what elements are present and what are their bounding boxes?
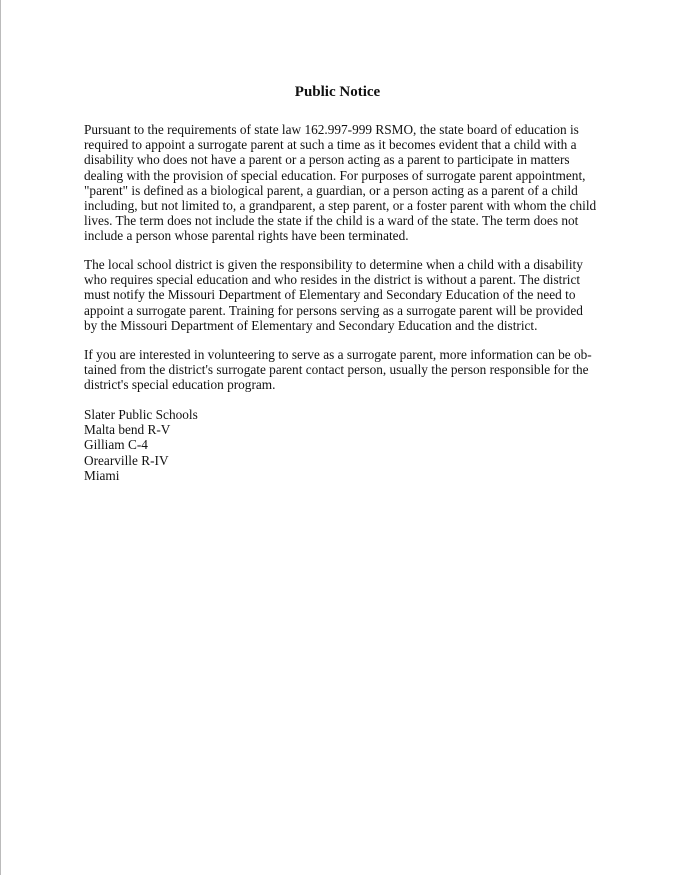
notice-title: Public Notice (294, 84, 381, 100)
paragraph-district-responsibility (84, 257, 583, 333)
text-line: tained from the district's surrogate parent contact person, usually the person responsible for the (84, 362, 589, 378)
district-item: Slater Public Schools (84, 407, 198, 422)
district-item: Malta bend R-V (84, 422, 171, 438)
text-line: If you are interested in volunteering to serve as a surrogate parent, more information can be ob- (84, 347, 592, 362)
text-line: including, but not limited to, a grandparent, a step parent, or a foster parent with whom the child (84, 197, 597, 213)
text-line: appoint a surrogate parent. Training for persons serving as a surrogate parent will be provided (84, 302, 583, 318)
district-item: Gilliam C-4 (84, 437, 148, 453)
text-line: district's special education program. (84, 377, 276, 393)
paragraph-volunteer-info (84, 347, 592, 393)
page-edge (0, 0, 1, 875)
text-line: who requires special education and who resides in the district is without a parent. The district (84, 272, 581, 288)
text-line: The local school district is given the responsibility to determine when a child with a disability (84, 257, 583, 272)
district-item: Orearville R-IV (84, 452, 169, 468)
paragraph-surrogate-law (84, 122, 596, 244)
text-line: required to appoint a surrogate parent at such a time as it becomes evident that a child with a (84, 137, 577, 153)
district-item: Miami (84, 467, 120, 483)
text-line: include a person whose parental rights have been terminated. (84, 228, 409, 244)
text-line: "parent" is defined as a biological parent, a guardian, or a person acting as a parent of a child (84, 182, 578, 198)
district-list (84, 407, 198, 483)
text-line: Pursuant to the requirements of state law 162.997-999 RSMO, the state board of education is (84, 122, 579, 137)
text-line: must notify the Missouri Department of Elementary and Secondary Education of the need to (84, 287, 576, 303)
text-line: by the Missouri Department of Elementary and Secondary Education and the district. (84, 317, 538, 333)
text-line: lives. The term does not include the state if the child is a ward of the state. The term does not (84, 213, 579, 229)
text-line: disability who does not have a parent or a person acting as a parent to participate in matters (84, 152, 570, 168)
text-line: dealing with the provision of special education. For purposes of surrogate parent appointment, (84, 167, 586, 183)
